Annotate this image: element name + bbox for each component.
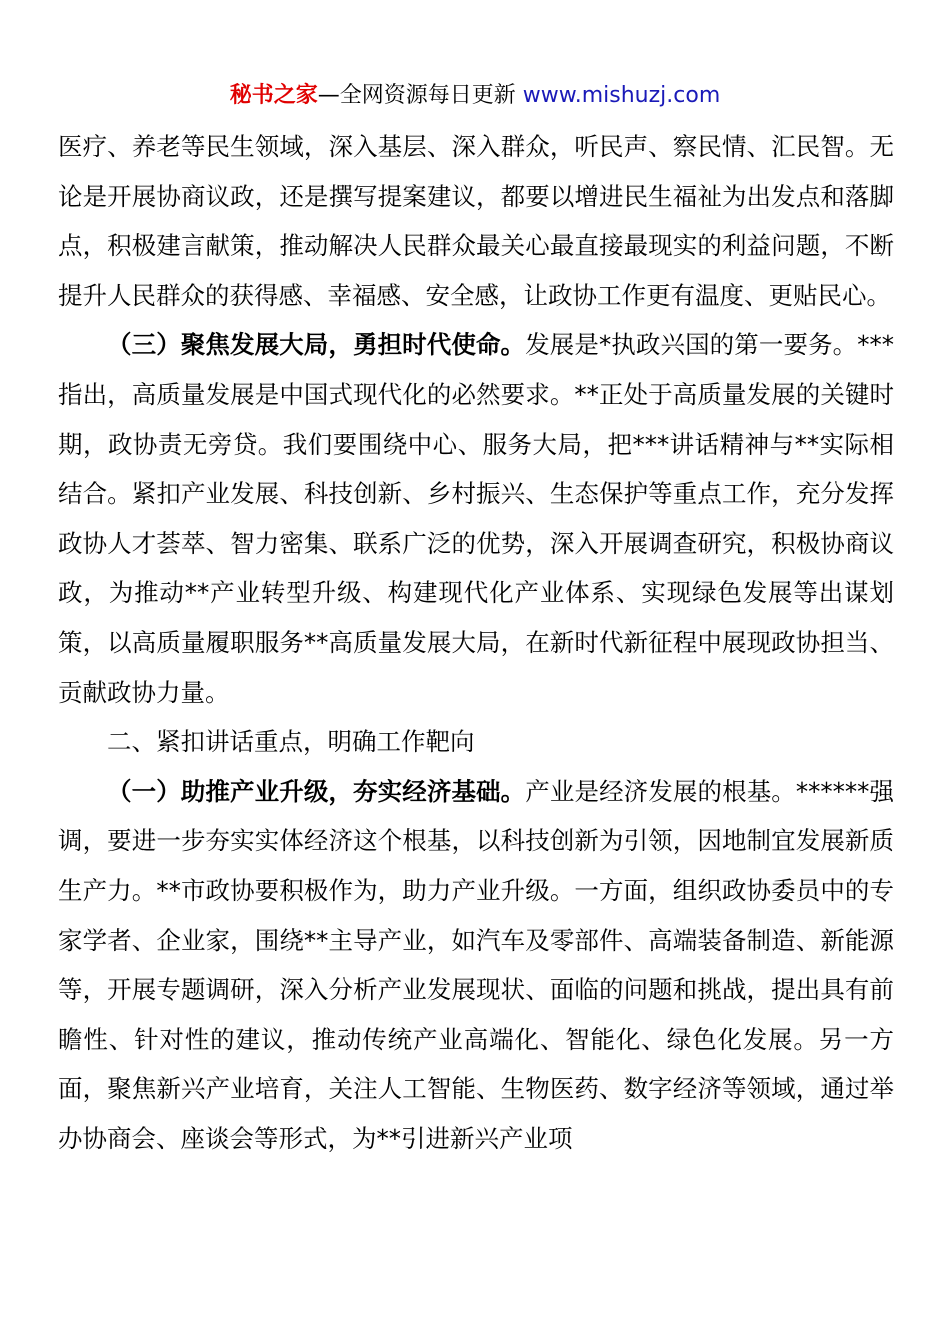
paragraph-text: 医疗、养老等民生领域，深入基层、深入群众，听民声、察民情、汇民智。无论是开展协商议政，还是撰写提案建议，都要以增进民生福祉为出发点和落脚点，积极建言献策，推动解决人民群众最关心最直接最现实的利益问题，不断提升人民群众的获得感、幸福感、安全感，让政协工作更有温度、更贴民心。 — [58, 132, 894, 310]
section-heading-text: 二、紧扣讲话重点，明确工作靶向 — [107, 727, 475, 757]
paragraph-text: 产业是经济发展的根基。******强调，要进一步夯实实体经济这个根基，以科技创新为引领，因地制宜发展新质生产力。**市政协要积极作为，助力产业升级。一方面，组织政协委员中的专家学者、企业家，围绕**主导产业，如汽车及零部件、高端装备制造、新能源等，开展专题调研，深入分析产业发展现状、面临的问题和挑战，提出具有前瞻性、针对性的建议，推动传统产业高端化、智能化、绿色化发展。另一方面，聚焦新兴产业培育，关注人工智能、生物医药、数字经济等领域，通过举办协商会、座谈会等形式，为**引进新兴产业项 — [58, 776, 895, 1153]
site-tagline: —全网资源每日更新 — [317, 83, 523, 108]
paragraph-text: 发展是*执政兴国的第一要务。***指出，高质量发展是中国式现代化的必然要求。**正处于高质量发展的关键时期，政协责无旁贷。我们要围绕中心、服务大局，把***讲话精神与**实际相结合。紧扣产业发展、科技创新、乡村振兴、生态保护等重点工作，充分发挥政协人才荟萃、智力密集、联系广泛的优势，深入开展调查研究，积极协商议政，为推动**产业转型升级、构建现代化产业体系、实现绿色发展等出谋划策，以高质量履职服务**高质量发展大局，在新时代新征程中展现政协担当、贡献政协力量。 — [58, 330, 895, 707]
paragraph-section-three — [58, 320, 894, 717]
site-url: www.mishuzj.com — [522, 83, 721, 108]
site-header — [0, 80, 950, 112]
section-heading — [58, 717, 894, 767]
paragraph-continued — [58, 122, 894, 320]
site-brand: 秘书之家 — [229, 83, 318, 108]
paragraph-lead: （三）聚焦发展大局，勇担时代使命。 — [107, 330, 526, 360]
paragraph-lead: （一）助推产业升级，夯实经济基础。 — [107, 776, 526, 806]
document-body — [58, 122, 894, 1163]
paragraph-section-one — [58, 767, 894, 1164]
